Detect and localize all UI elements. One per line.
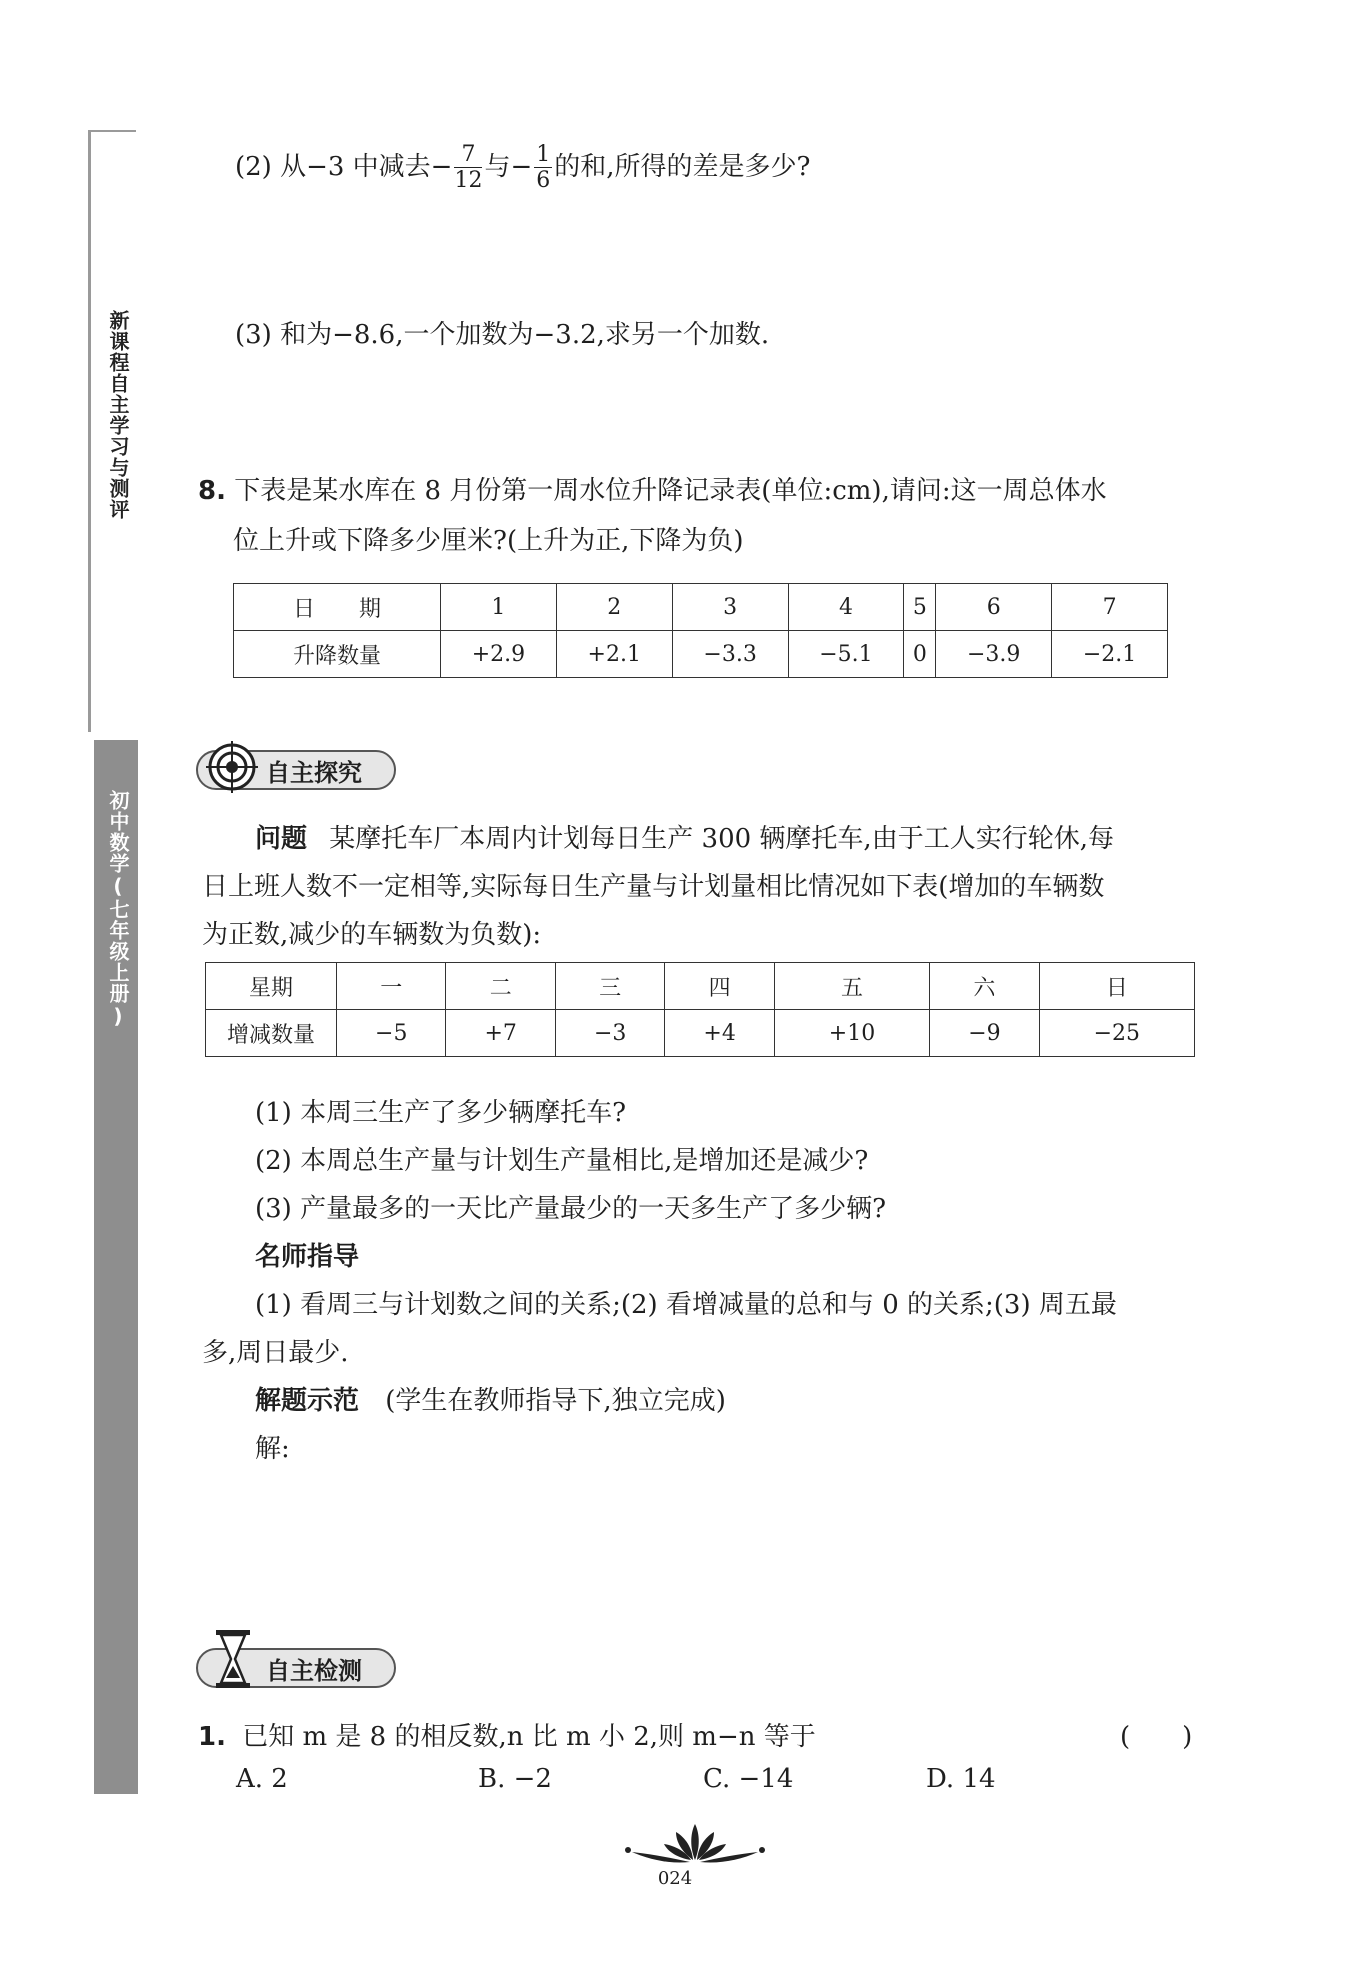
table-header-cell: 星期	[206, 963, 337, 1010]
page-number: 024	[657, 1868, 693, 1889]
table-cell: +4	[665, 1010, 774, 1057]
table-cell: −5	[337, 1010, 446, 1057]
answer-label: 解:	[255, 1434, 290, 1464]
demo-line	[255, 1380, 726, 1417]
leaf-ornament-icon	[620, 1820, 770, 1868]
sub-question-3: (3) 产量最多的一天比产量最少的一天多生产了多少辆?	[255, 1194, 887, 1224]
q7-part2-prefix: (2) 从−3 中减去−	[235, 151, 453, 182]
side-tab-top-rule	[88, 130, 136, 132]
option-d: D. 14	[926, 1764, 996, 1794]
answer-bracket: ( )	[1120, 1722, 1193, 1752]
test-q1-number: 1.	[198, 1722, 226, 1752]
fraction-7-12: $\frac{7}{12}$	[454, 142, 483, 194]
table-cell: 五	[774, 963, 929, 1010]
q7-part2-mid: 与−	[484, 151, 533, 182]
hourglass-icon	[214, 1628, 252, 1690]
table-cell: 6	[936, 584, 1052, 631]
table-cell: 4	[788, 584, 904, 631]
table-cell: +2.9	[441, 631, 557, 678]
table-header-cell: 日 期	[234, 584, 441, 631]
fraction-1-6: $\frac{1}{6}$	[536, 142, 551, 194]
problem-text-1: 某摩托车厂本周内计划每日生产 300 辆摩托车,由于工人实行轮休,每	[329, 824, 1114, 854]
table-cell: 二	[446, 963, 555, 1010]
side-tab-rule	[88, 130, 91, 732]
problem-line2: 日上班人数不一定相等,实际每日生产量与计划量相比情况如下表(增加的车辆数	[202, 872, 1105, 902]
table-cell: +7	[446, 1010, 555, 1057]
table-cell: 3	[672, 584, 788, 631]
table-cell: 5	[904, 584, 936, 631]
table-header-cell: 升降数量	[234, 631, 441, 678]
table-cell: −3.3	[672, 631, 788, 678]
table-row	[206, 963, 1195, 1010]
table-cell: 2	[556, 584, 672, 631]
sub-question-1: (1) 本周三生产了多少辆摩托车?	[255, 1098, 627, 1128]
q7-part3: (3) 和为−8.6,一个加数为−3.2,求另一个加数.	[235, 320, 770, 350]
table-cell: +2.1	[556, 631, 672, 678]
target-icon	[204, 739, 260, 795]
table-header-cell: 增减数量	[206, 1010, 337, 1057]
table-cell: +10	[774, 1010, 929, 1057]
q8-line1	[198, 470, 1107, 507]
guide-label: 名师指导	[255, 1242, 360, 1272]
demo-label: 解题示范	[255, 1386, 360, 1416]
table-cell: 四	[665, 963, 774, 1010]
table-cell: −25	[1039, 1010, 1194, 1057]
table-row	[234, 584, 1168, 631]
problem-label: 问题	[255, 824, 308, 854]
table-cell: 0	[904, 631, 936, 678]
table-cell: 7	[1052, 584, 1168, 631]
option-b: B. −2	[478, 1764, 552, 1794]
side-tab-course-title: 初中数学(七年级上册)	[106, 790, 130, 1029]
table-cell: −5.1	[788, 631, 904, 678]
table-cell: 一	[337, 963, 446, 1010]
table-row	[206, 1010, 1195, 1057]
water-level-table	[233, 583, 1168, 678]
table-cell: −2.1	[1052, 631, 1168, 678]
demo-note: (学生在教师指导下,独立完成)	[385, 1386, 726, 1416]
production-table	[205, 962, 1195, 1057]
section-title-explore: 自主探究	[266, 758, 362, 787]
option-c: C. −14	[703, 1764, 794, 1794]
q7-part2	[235, 142, 811, 194]
table-cell: −3	[555, 1010, 664, 1057]
problem-line1	[255, 818, 1114, 855]
table-cell: 三	[555, 963, 664, 1010]
problem-line3: 为正数,减少的车辆数为负数):	[202, 920, 542, 950]
option-a: A. 2	[236, 1764, 288, 1794]
table-row	[234, 631, 1168, 678]
side-tab-series-title: 新课程自主学习与测评	[106, 310, 130, 520]
q8-line2: 位上升或下降多少厘米?(上升为正,下降为负)	[233, 526, 744, 556]
table-cell: 六	[930, 963, 1039, 1010]
sub-question-2: (2) 本周总生产量与计划生产量相比,是增加还是减少?	[255, 1146, 869, 1176]
table-cell: 1	[441, 584, 557, 631]
test-q1	[198, 1716, 816, 1753]
q7-part2-suffix: 的和,所得的差是多少?	[554, 151, 811, 182]
guide-line2: 多,周日最少.	[202, 1338, 349, 1368]
test-q1-text: 已知 m 是 8 的相反数,n 比 m 小 2,则 m−n 等于	[242, 1722, 816, 1752]
table-cell: −3.9	[936, 631, 1052, 678]
q8-number: 8.	[198, 476, 226, 506]
guide-line1: (1) 看周三与计划数之间的关系;(2) 看增减量的总和与 0 的关系;(3) 周五最	[255, 1290, 1117, 1320]
q8-text-1: 下表是某水库在 8 月份第一周水位升降记录表(单位:cm),请问:这一周总体水	[234, 476, 1107, 506]
table-cell: −9	[930, 1010, 1039, 1057]
table-cell: 日	[1039, 963, 1194, 1010]
section-title-test: 自主检测	[266, 1656, 362, 1685]
